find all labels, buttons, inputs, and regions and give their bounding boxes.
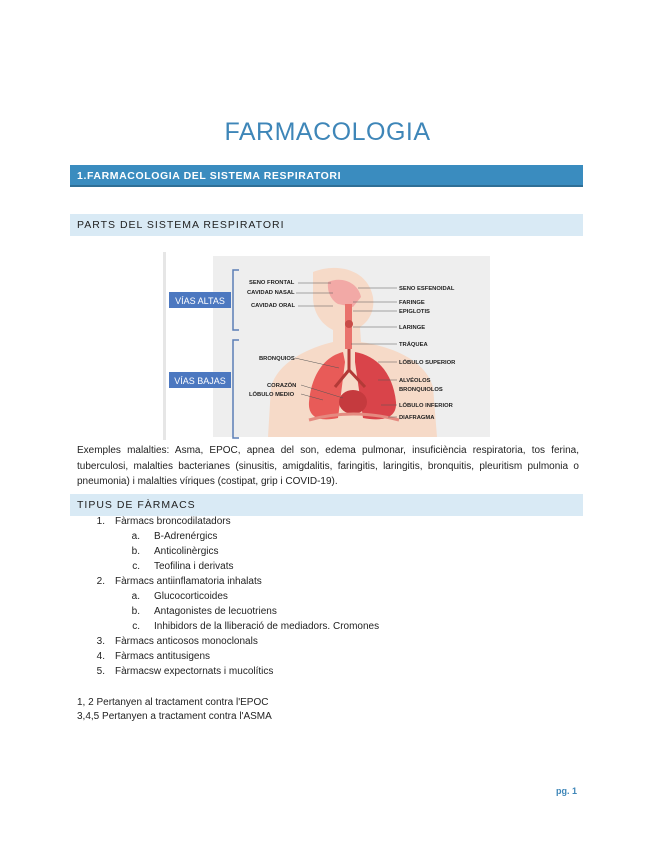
section-heading-types: TIPUS DE FÀRMACS (70, 494, 583, 516)
figure-label-right: LÓBULO SUPERIOR (399, 360, 456, 366)
group-lower-label: VÍAS BAJAS (174, 376, 226, 386)
figure-label-left: CORAZÓN (267, 383, 297, 389)
figure-label-left: LÓBULO MEDIO (249, 392, 295, 398)
document-title: FARMACOLOGIA (224, 118, 431, 146)
figure-label-right: EPIGLOTIS (399, 309, 430, 315)
page-number: pg. 1 (555, 786, 577, 796)
figure-label-right: LÓBULO INFERIOR (399, 403, 453, 409)
respiratory-system-figure (163, 252, 491, 440)
figure-label-left: CAVIDAD NASAL (247, 290, 295, 296)
figure-label-right: SENO ESFENOIDAL (399, 286, 455, 292)
figure-label-right: TRÁQUEA (399, 342, 428, 348)
figure-label-right: DIAFRAGMA (399, 415, 435, 421)
figure-label-right: FARINGE (399, 300, 425, 306)
group-upper-label: VÍAS ALTAS (175, 296, 225, 306)
section-heading-parts: PARTS DEL SISTEMA RESPIRATORI (70, 214, 583, 236)
figure-label-left: BRONQUIOS (259, 356, 295, 362)
figure-label-left: CAVIDAD ORAL (251, 303, 296, 309)
figure-label-left: SENO FRONTAL (249, 280, 295, 286)
figure-label-right: LARINGE (399, 325, 426, 331)
note-epoc: 1, 2 Pertanyen al tractament contra l'EPOC (77, 697, 269, 708)
note-asma: 3,4,5 Pertanyen a tractament contra l'ASMA (77, 711, 272, 722)
section-heading-1: 1.FARMACOLOGIA DEL SISTEMA RESPIRATORI (70, 165, 583, 187)
diseases-paragraph: Exemples malalties: Asma, EPOC, apnea del son, edema pulmonar, insuficiència respiratoria, tos ferina, tuberculosi, malalties bacterianes (sinusitis, amigdalitis, faringitis, laringitis, bronquitis, pleuritism pulmonia o pneumonia) i malalties víriques (costipat, grip i COVID-19). (77, 445, 579, 487)
figure-label-right: BRONQUIOLOS (399, 387, 443, 393)
figure-label-right: ALVÉOLOS (399, 378, 431, 384)
